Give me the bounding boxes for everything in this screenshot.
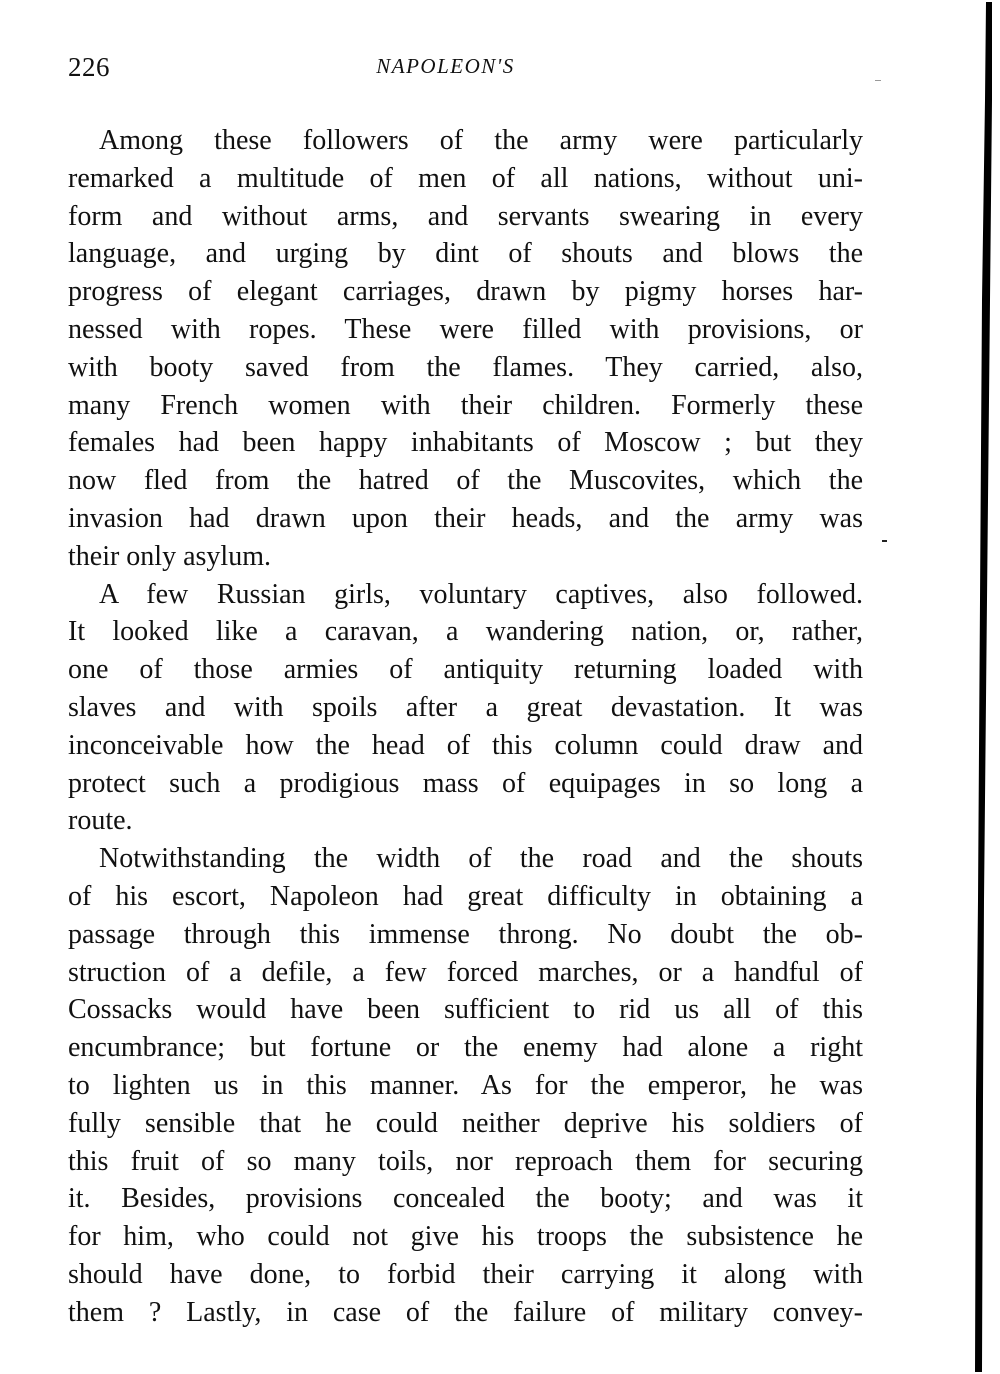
text-line: of his escort, Napoleon had great difficulty in obtaining a bbox=[68, 880, 863, 912]
text-line: A few Russian girls, voluntary captives, also followed. bbox=[99, 578, 863, 610]
text-line: them ? Lastly, in case of the failure of military convey- bbox=[68, 1296, 863, 1328]
text-line: their only asylum. bbox=[68, 540, 271, 572]
text-line: one of those armies of antiquity returning loaded with bbox=[68, 654, 863, 686]
text-line: with booty saved from the flames. They carried, also, bbox=[68, 351, 863, 383]
text-line: this fruit of so many toils, nor reproach them for securing bbox=[68, 1145, 863, 1177]
paragraph-1 bbox=[68, 122, 863, 576]
text-line: invasion had drawn upon their heads, and the army was bbox=[68, 502, 863, 534]
text-line: slaves and with spoils after a great devastation. It was bbox=[68, 691, 863, 723]
running-head bbox=[68, 52, 863, 92]
margin-mark bbox=[882, 540, 887, 542]
text-line: fully sensible that he could neither deprive his soldiers of bbox=[68, 1107, 863, 1139]
text-line: It looked like a caravan, a wandering nation, or, rather, bbox=[68, 616, 863, 648]
text-line: route. bbox=[68, 805, 133, 837]
text-line: inconceivable how the head of this column could draw and bbox=[68, 729, 863, 761]
text-line: passage through this immense throng. No doubt the ob- bbox=[68, 918, 863, 950]
text-line: Among these followers of the army were particularly bbox=[99, 125, 863, 156]
text-line: struction of a defile, a few forced marches, or a handful of bbox=[68, 956, 863, 988]
scan-speck bbox=[875, 80, 881, 81]
text-line: language, and urging by dint of shouts and blows the bbox=[68, 238, 863, 270]
text-line: form and without arms, and servants swearing in every bbox=[68, 200, 863, 232]
text-line: nessed with ropes. These were filled with provisions, or bbox=[68, 313, 863, 345]
paragraph-2 bbox=[68, 576, 863, 841]
text-line: Notwithstanding the width of the road and the shouts bbox=[99, 843, 863, 875]
page-edge-shadow bbox=[960, 0, 1000, 1374]
text-line: should have done, to forbid their carrying it along with bbox=[68, 1258, 863, 1290]
text-line: now fled from the hatred of the Muscovites, which the bbox=[68, 465, 863, 497]
text-line: Cossacks would have been sufficient to rid us all of this bbox=[68, 994, 863, 1026]
text-line: remarked a multitude of men of all nations, without uni- bbox=[68, 162, 863, 194]
text-line: females had been happy inhabitants of Moscow ; but they bbox=[68, 427, 863, 459]
paragraph-3 bbox=[68, 840, 863, 1331]
page-number: 226 bbox=[68, 52, 110, 82]
body-text bbox=[68, 122, 863, 1332]
text-line: it. Besides, provisions concealed the booty; and was it bbox=[68, 1183, 863, 1215]
text-line: progress of elegant carriages, drawn by pigmy horses har- bbox=[68, 276, 863, 308]
text-line: for him, who could not give his troops the subsistence he bbox=[68, 1221, 863, 1253]
text-line: encumbrance; but fortune or the enemy had alone a right bbox=[68, 1032, 863, 1064]
text-line: protect such a prodigious mass of equipages in so long a bbox=[68, 767, 863, 799]
text-line: to lighten us in this manner. As for the emperor, he was bbox=[68, 1069, 863, 1101]
text-line: many French women with their children. Formerly these bbox=[68, 389, 863, 421]
page-edge-bar bbox=[975, 2, 992, 1372]
running-title: NAPOLEON'S bbox=[376, 54, 515, 78]
